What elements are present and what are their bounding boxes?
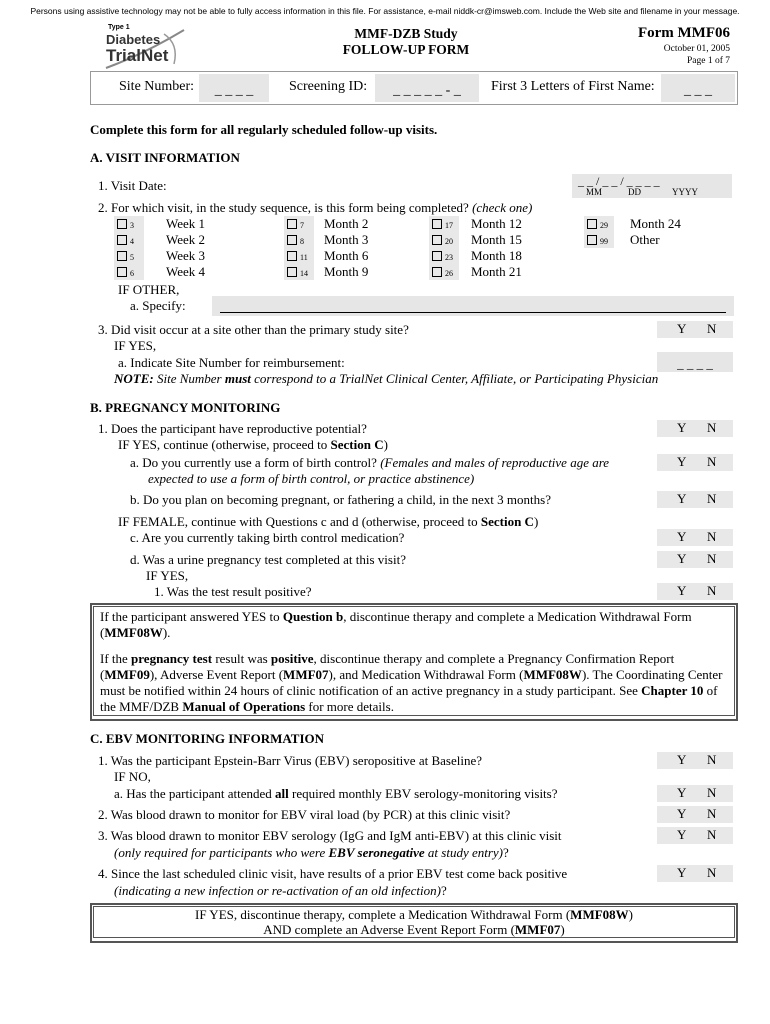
- visit-label: Other: [630, 232, 660, 247]
- visit-checkbox[interactable]: [429, 232, 459, 248]
- checkbox-square-icon[interactable]: [587, 235, 597, 245]
- form-number: Form MMF06: [637, 25, 730, 41]
- b-qa-text: a. Do you currently use a form of birth control?: [130, 455, 377, 470]
- c-q3-note: [114, 845, 509, 861]
- checkbox-square-icon[interactable]: [117, 219, 127, 229]
- p2c: result was: [215, 651, 268, 666]
- visit-code: 20: [445, 237, 453, 246]
- c-q3-note-c: at study entry): [427, 845, 504, 860]
- pregnancy-instruction-2: [100, 651, 728, 715]
- visit-checkbox[interactable]: [114, 248, 144, 264]
- p1e: ).: [162, 625, 171, 640]
- ebv-l1b: MMF08W: [570, 907, 629, 922]
- a-if-yes: IF YES,: [114, 338, 157, 353]
- first-name-field[interactable]: _ _ _: [661, 74, 735, 102]
- ebv-instruction-2: [94, 922, 734, 937]
- p2e: , discontinue therapy and complete a Pregnancy Confirmation Report (: [100, 651, 675, 682]
- date-yyyy-label: YYYY: [672, 187, 698, 197]
- visit-sequence-question: [98, 200, 532, 216]
- yes-option[interactable]: Y: [677, 827, 687, 842]
- visit-label: Month 24: [630, 216, 681, 231]
- c-q1a: [114, 786, 558, 802]
- c-q2-yn[interactable]: [657, 806, 733, 823]
- c-q3-yn[interactable]: [657, 827, 733, 844]
- yes-option[interactable]: Y: [677, 491, 687, 506]
- no-option[interactable]: N: [707, 454, 717, 469]
- ebv-instructions-content: [93, 906, 735, 938]
- checkbox-square-icon[interactable]: [117, 235, 127, 245]
- b-continue-1-end: ): [383, 437, 388, 452]
- b-qd1-text: 1. Was the test result positive?: [154, 584, 312, 599]
- visit-checkbox[interactable]: [429, 248, 459, 264]
- date-mm-label: MM: [586, 187, 603, 197]
- intro-text: Complete this form for all regularly scheduled follow-up visits.: [90, 122, 438, 137]
- no-option[interactable]: N: [707, 865, 717, 880]
- site-number-field[interactable]: _ _ _ _: [199, 74, 269, 102]
- visit-label: Month 18: [471, 248, 522, 263]
- p1c: , discontinue therapy and complete a Medication Withdrawal Form (: [100, 609, 692, 640]
- b-qb-text: b. Do you plan on becoming pregnant, or fathering a child, in the next 3 months?: [130, 492, 551, 507]
- yes-option[interactable]: Y: [677, 752, 687, 767]
- visit-code: 6: [130, 269, 134, 278]
- visit-checkbox[interactable]: [429, 264, 459, 280]
- visit-date-blank: _ _ / _ _ / _ _ _ _: [578, 174, 660, 188]
- ebv-l2c: ): [560, 922, 565, 937]
- visit-checkbox[interactable]: [114, 232, 144, 248]
- visit-label: Week 3: [166, 248, 206, 263]
- b-qd-text: d. Was a urine pregnancy test completed at this visit?: [130, 552, 406, 567]
- id-header-box: [90, 71, 738, 105]
- no-option[interactable]: N: [707, 551, 717, 566]
- c-q1a-yn[interactable]: [657, 785, 733, 802]
- logo-line2: Diabetes: [106, 32, 161, 47]
- study-name: MMF-DZB Study: [354, 26, 458, 41]
- no-option[interactable]: N: [707, 491, 717, 506]
- c-q4-note: (indicating a new infection or re-activation of an old infection): [114, 883, 441, 898]
- pregnancy-instruction-1: [100, 609, 728, 641]
- accessibility-notice: Persons using assistive technology may not be able to fully access information in this file. For assistance, e-mail niddk-cr@imsweb.com. Include the Web site and filename in your message.: [30, 6, 740, 16]
- b-qa-note2: expected to use a form of birth control, or practice abstinence): [148, 471, 475, 486]
- visit-checkbox[interactable]: [114, 216, 144, 232]
- b-qc-text: c. Are you currently taking birth control medication?: [130, 530, 405, 545]
- p2d: positive: [270, 651, 314, 666]
- no-option[interactable]: N: [707, 321, 717, 336]
- checkbox-square-icon[interactable]: [117, 251, 127, 261]
- c-if-no: IF NO,: [114, 769, 151, 784]
- visit-code: 14: [300, 269, 308, 278]
- yes-option[interactable]: Y: [677, 420, 687, 435]
- visit-label: Week 2: [166, 232, 206, 247]
- p1b: Question b: [282, 609, 344, 624]
- c-q1a-end: required monthly EBV serology-monitoring visits?: [291, 786, 558, 801]
- visit-date-field[interactable]: [572, 174, 732, 198]
- visit-code: 29: [600, 221, 608, 230]
- visit-code: 8: [300, 237, 304, 246]
- no-option[interactable]: N: [707, 752, 717, 767]
- c-q4-end: ?: [441, 883, 447, 898]
- visit-code: 11: [300, 253, 308, 262]
- trialnet-logo: [104, 24, 188, 72]
- p2l: Chapter 10: [641, 683, 704, 698]
- checkbox-square-icon[interactable]: [432, 219, 442, 229]
- no-option[interactable]: N: [707, 827, 717, 842]
- c-q1a-bold: all: [275, 786, 289, 801]
- if-other-label: IF OTHER,: [118, 282, 180, 297]
- site-number-label: Site Number:: [119, 79, 195, 94]
- visit-label: Week 1: [166, 216, 206, 231]
- form-date-block: [560, 43, 730, 67]
- reimbursement-site-field[interactable]: _ _ _ _: [657, 352, 733, 372]
- p2m: of the MMF/DZB: [100, 683, 718, 714]
- checkbox-square-icon[interactable]: [287, 235, 297, 245]
- c-q4-note-line: [114, 883, 447, 899]
- form-title: FOLLOW-UP FORM: [342, 42, 470, 57]
- visit-code: 23: [445, 253, 453, 262]
- checkbox-square-icon[interactable]: [287, 267, 297, 277]
- section-b-title: B. PREGNANCY MONITORING: [90, 400, 281, 415]
- checkbox-square-icon[interactable]: [432, 251, 442, 261]
- logo-line1: Type 1: [108, 24, 130, 31]
- form-date: October 01, 2005: [663, 44, 730, 54]
- pregnancy-instructions-content: [93, 606, 735, 716]
- c-q4-yn[interactable]: [657, 865, 733, 882]
- ebv-l2a: AND complete an Adverse Event Report Form (: [263, 922, 515, 937]
- visit-date-label: 1. Visit Date:: [98, 178, 167, 193]
- note-lead: NOTE:: [114, 371, 154, 386]
- b-continue-1-text: IF YES, continue (otherwise, proceed to: [118, 437, 328, 452]
- visit-code: 3: [130, 221, 134, 230]
- visit-label: Month 6: [324, 248, 369, 263]
- screening-id-label: Screening ID:: [289, 79, 368, 94]
- page-number: Page 1 of 7: [686, 56, 730, 66]
- b-q1-yn[interactable]: [657, 420, 733, 437]
- no-option[interactable]: N: [707, 529, 717, 544]
- b-qa-note1: (Females and males of reproductive age are: [380, 455, 610, 470]
- c-q3-note-a: (only required for participants who were: [114, 845, 326, 860]
- checkbox-square-icon[interactable]: [117, 267, 127, 277]
- b-continue-2: [118, 514, 538, 530]
- no-option[interactable]: N: [707, 583, 717, 598]
- pregnancy-instructions-box: [90, 603, 738, 721]
- c-q1-yn[interactable]: [657, 752, 733, 769]
- c-q4-text: 4. Since the last scheduled clinic visit, have results of a prior EBV test come back positive: [98, 866, 568, 881]
- checkbox-square-icon[interactable]: [287, 251, 297, 261]
- study-title-block: [296, 26, 516, 58]
- p2k: ). The Coordinating Center must be notified within 24 hours of clinic notification of an active pregnancy in a study participant. See: [100, 667, 723, 698]
- no-option[interactable]: N: [707, 420, 717, 435]
- yes-option[interactable]: Y: [677, 806, 687, 821]
- section-a-title: A. VISIT INFORMATION: [90, 150, 240, 165]
- c-q1-text: 1. Was the participant Epstein-Barr Virus (EBV) seropositive at Baseline?: [98, 753, 482, 768]
- visit-label: Month 2: [324, 216, 369, 231]
- visit-code: 99: [600, 237, 608, 246]
- visit-checkbox[interactable]: [284, 264, 314, 280]
- visit-label: Month 12: [471, 216, 522, 231]
- c-q3-note-b: EBV seronegative: [328, 845, 425, 860]
- checkbox-square-icon[interactable]: [432, 267, 442, 277]
- p2h: MMF07: [283, 667, 329, 682]
- no-option[interactable]: N: [707, 785, 717, 800]
- c-q3-text: 3. Was blood drawn to monitor EBV serology (IgG and IgM anti-EBV) at this clinic visit: [98, 828, 562, 843]
- b-continue-2-section: Section C: [480, 514, 534, 529]
- first-name-label: First 3 Letters of First Name:: [491, 79, 655, 94]
- visit-checkbox[interactable]: [429, 216, 459, 232]
- visit-checkbox[interactable]: [284, 216, 314, 232]
- a-q3-text: 3. Did visit occur at a site other than the primary study site?: [98, 322, 409, 337]
- visit-code: 17: [445, 221, 453, 230]
- screening-id-field[interactable]: _ _ _ _ _ - _: [375, 74, 479, 102]
- p2f: MMF09: [104, 667, 150, 682]
- yes-option[interactable]: Y: [677, 454, 687, 469]
- checkbox-square-icon[interactable]: [587, 219, 597, 229]
- visit-code: 26: [445, 269, 453, 278]
- site-number-note: [114, 371, 658, 387]
- yes-option[interactable]: Y: [677, 785, 687, 800]
- checkbox-square-icon[interactable]: [432, 235, 442, 245]
- a-q3-yn[interactable]: [657, 321, 733, 338]
- p2i: ), and Medication Withdrawal Form (: [328, 667, 524, 682]
- b-continue-1: [118, 437, 388, 453]
- yes-option[interactable]: Y: [677, 551, 687, 566]
- b-q1-text: 1. Does the participant have reproductive potential?: [98, 421, 367, 436]
- b-continue-2-end: ): [533, 514, 539, 529]
- p2b: pregnancy test: [131, 651, 213, 666]
- c-q2-text: 2. Was blood drawn to monitor for EBV viral load (by PCR) at this clinic visit?: [98, 807, 511, 822]
- p1d: MMF08W: [104, 625, 163, 640]
- specify-field[interactable]: [212, 296, 734, 316]
- no-option[interactable]: N: [707, 806, 717, 821]
- a-q3a-text: a. Indicate Site Number for reimbursement:: [118, 355, 345, 370]
- b-qd1-yn[interactable]: [657, 583, 733, 600]
- p2a: If the: [100, 651, 128, 666]
- ebv-instructions-box: [90, 903, 738, 943]
- p2j: MMF08W: [523, 667, 582, 682]
- b-qa: [130, 455, 609, 471]
- checkbox-square-icon[interactable]: [287, 219, 297, 229]
- yes-option[interactable]: Y: [677, 865, 687, 880]
- b-qa-yn[interactable]: [657, 454, 733, 471]
- b-qb-yn[interactable]: [657, 491, 733, 508]
- visit-checkbox[interactable]: [584, 216, 614, 232]
- visit-checkbox[interactable]: [114, 264, 144, 280]
- visit-label: Week 4: [166, 264, 206, 279]
- b-continue-1-section: Section C: [330, 437, 384, 452]
- visit-sequence-text: 2. For which visit, in the study sequence, is this form being completed?: [98, 200, 469, 215]
- visit-label: Month 3: [324, 232, 369, 247]
- visit-sequence-hint: (check one): [472, 200, 533, 215]
- b-continue-2-text: IF FEMALE, continue with Questions c and d (otherwise, proceed to: [118, 514, 478, 529]
- b-if-yes: IF YES,: [146, 568, 189, 583]
- p2n: Manual of Operations: [182, 699, 306, 714]
- c-q3-end: ?: [503, 845, 509, 860]
- yes-option[interactable]: Y: [677, 321, 687, 336]
- c-q1a-text: a. Has the participant attended: [114, 786, 272, 801]
- note-text2: correspond to a TrialNet Clinical Center, Affiliate, or Participating Physician: [254, 371, 659, 386]
- visit-code: 4: [130, 237, 134, 246]
- ebv-instruction-1: [94, 907, 734, 922]
- b-qd-yn[interactable]: [657, 551, 733, 568]
- yes-option[interactable]: Y: [677, 529, 687, 544]
- ebv-l2b: MMF07: [514, 922, 561, 937]
- visit-label: Month 9: [324, 264, 369, 279]
- p1a: If the participant answered YES to: [100, 609, 280, 624]
- visit-checkbox[interactable]: [284, 232, 314, 248]
- b-qc-yn[interactable]: [657, 529, 733, 546]
- note-must: must: [224, 371, 251, 386]
- ebv-l1c: ): [628, 907, 633, 922]
- p2g: ), Adverse Event Report (: [149, 667, 284, 682]
- yes-option[interactable]: Y: [677, 583, 687, 598]
- specify-label: a. Specify:: [130, 298, 186, 313]
- ebv-l1a: IF YES, discontinue therapy, complete a Medication Withdrawal Form (: [194, 907, 571, 922]
- visit-code: 7: [300, 221, 304, 230]
- visit-label: Month 15: [471, 232, 522, 247]
- visit-checkbox[interactable]: [284, 248, 314, 264]
- visit-label: Month 21: [471, 264, 522, 279]
- section-c-title: C. EBV MONITORING INFORMATION: [90, 731, 325, 746]
- note-text1: Site Number: [156, 371, 222, 386]
- logo-line3: TrialNet: [106, 46, 169, 65]
- p2o: for more details.: [308, 699, 394, 714]
- date-dd-label: DD: [628, 187, 641, 197]
- visit-code: 5: [130, 253, 134, 262]
- visit-checkbox[interactable]: [584, 232, 614, 248]
